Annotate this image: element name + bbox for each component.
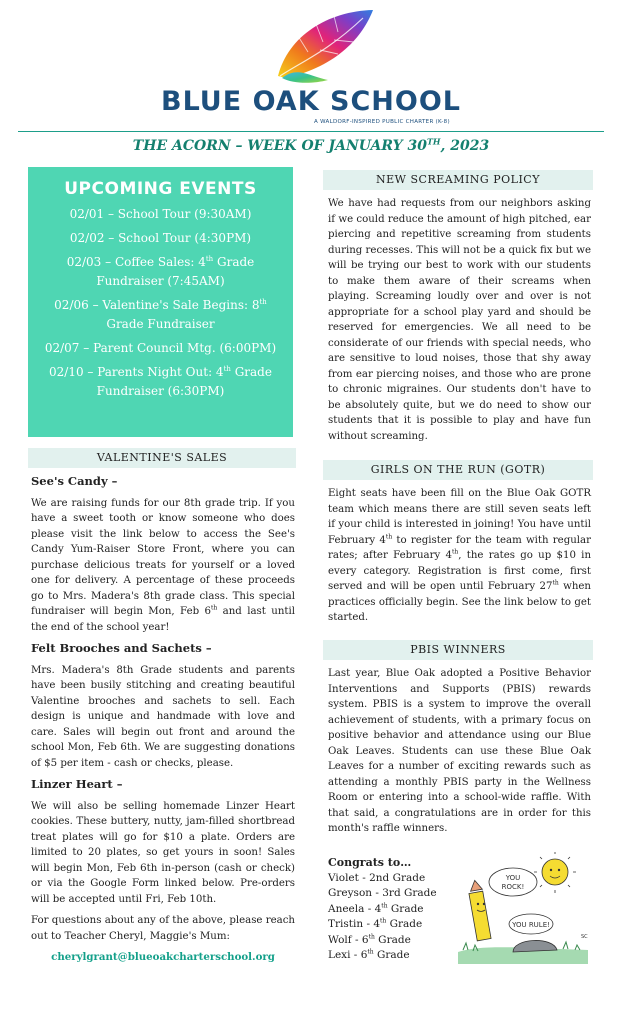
congrats-heading: Congrats to… bbox=[328, 856, 412, 869]
svg-text:ROCK!: ROCK! bbox=[501, 883, 525, 891]
brooches-heading: Felt Brooches and Sachets – bbox=[31, 641, 212, 655]
pbis-body: Last year, Blue Oak adopted a Positive Behavior Interventions and Supports (PBIS) rewards system. PBIS is a system to improve the overall achievement of students, with a primary focus on positive behavior and attendance using our Blue Oak Leaves. Students can use these Blue Oak Leaves for a number of exciting rewards such as attending a monthly PBIS party in the Wellness Room or entering into a school-wide raffle. With that said, a congratulations are in order for this month's raffle winners. bbox=[328, 668, 591, 834]
events-title: UPCOMING EVENTS bbox=[64, 179, 257, 199]
valentines-section-header: VALENTINE'S SALES bbox=[28, 448, 296, 468]
screaming-section-header: NEW SCREAMING POLICY bbox=[323, 170, 593, 190]
event-item: 02/07 – Parent Council Mtg. (6:00PM) bbox=[44, 341, 277, 355]
questions-text: For questions about any of the above, please reach out to Teacher Cheryl, Maggie's Mum: bbox=[31, 915, 295, 942]
masthead bbox=[0, 0, 622, 160]
pbis-section-header: PBIS WINNERS bbox=[323, 640, 593, 660]
you-rock-cartoon-illustration bbox=[453, 852, 593, 972]
school-name: BLUE OAK SCHOOL bbox=[160, 86, 461, 117]
cartoon-speech-2: YOU RULE! bbox=[512, 921, 550, 929]
header-divider bbox=[18, 131, 604, 132]
brooches-body: Mrs. Madera's 8th Grade students and parents have been busily stitching and creating beautiful Valentine brooches and sachets to sell. Each design is unique and handmade with love and care. Sales will begin out front and around the school Mon, Feb 6th. We are suggesting donations of $5 per item - cash or checks, please. bbox=[31, 664, 295, 769]
linzer-body: We will also be selling homemade Linzer Heart cookies. These buttery, nutty, jam-filled shortbread treat plates will go for $10 a plate. Orders are limited to 20 plates, so get yours in soon! Sales will begin Mon, Feb 6th in-person (cash or check) or via the Google Form linked below. Pre-orders will be accepted until Fri, Feb 10th. bbox=[31, 800, 295, 905]
winner-item: Greyson - 3rd Grade bbox=[328, 887, 437, 899]
screaming-body: We have had requests from our neighbors asking if we could reduce the amount of high pitched, ear piercing and repetitive screaming from students during recesses. This will not be a quick fix but we will be trying our best to work with our students to make them aware of their screams when playing. Screaming loudly over and over is not appropriate for a school play yard and should be reserved for emergencies. We all need to be considerate of our friends with special needs, who are sensitive to loud noises, those that shy away from ear piercing noises, and those who are prone to chronic migraines. Our students don't have to be absolutely quite, but we do need to show our students that it is possible to play and have fun without screaming. bbox=[328, 198, 591, 442]
candy-heading: See's Candy – bbox=[31, 474, 118, 488]
school-tagline: A WALDORF-INSPIRED PUBLIC CHARTER (K-8) bbox=[314, 119, 450, 125]
event-item: 02/02 – School Tour (4:30PM) bbox=[69, 231, 252, 245]
winner-item: Aneela - 4th Grade bbox=[328, 902, 424, 915]
valentines-content bbox=[31, 474, 295, 966]
event-item: 02/01 – School Tour (9:30AM) bbox=[69, 207, 252, 221]
event-item: 02/03 – Coffee Sales: 4th Grade Fundraiser (7:45AM) bbox=[66, 255, 255, 288]
events-list bbox=[28, 205, 293, 401]
winner-item: Wolf - 6th Grade bbox=[328, 933, 411, 946]
cartoon-initials: SC bbox=[581, 934, 588, 940]
event-item: 02/06 – Valentine's Sale Begins: 8th Grade Fundraiser bbox=[54, 298, 267, 331]
candy-body: We are raising funds for our 8th grade trip. If you have a sweet tooth or know someone who does please visit the link below to access the See's Candy Yum-Raiser Store Front, where you can purchase delicious treats for yourself or a loved one for delivery. A percentage of these proceeds go to Mrs. Madera's 8th grade class. This special fundraiser will begin Mon, Feb 6th and last until the end of the school year! bbox=[31, 497, 295, 633]
leaf-logo-icon bbox=[268, 6, 378, 84]
linzer-heading: Linzer Heart – bbox=[31, 777, 123, 791]
upcoming-events-box bbox=[28, 167, 293, 437]
issue-title: THE ACORN – WEEK OF JANUARY 30TH, 2023 bbox=[132, 136, 490, 154]
winner-item: Tristin - 4th Grade bbox=[328, 917, 423, 930]
cartoon-speech-1: YOU bbox=[505, 874, 521, 882]
winners-list bbox=[328, 855, 448, 964]
gotr-body: Eight seats have been fill on the Blue Oak GOTR team which means there are still seven seats left if your child is interested in joining! You have until February 4th to register for the team with regular rates; after February 4th, the rates go up $10 in every category. Registration is first come, first served and will be open until February 27th when practices officially begin. See the link below to get started. bbox=[328, 488, 592, 623]
winner-item: Violet - 2nd Grade bbox=[328, 871, 426, 884]
event-item: 02/10 – Parents Night Out: 4th Grade Fundraiser (6:30PM) bbox=[49, 365, 272, 398]
contact-email-link[interactable]: cherylgrant@blueoakcharterschool.org bbox=[51, 951, 275, 963]
winner-item: Lexi - 6th Grade bbox=[328, 948, 410, 961]
gotr-section-header: GIRLS ON THE RUN (GOTR) bbox=[323, 460, 593, 480]
